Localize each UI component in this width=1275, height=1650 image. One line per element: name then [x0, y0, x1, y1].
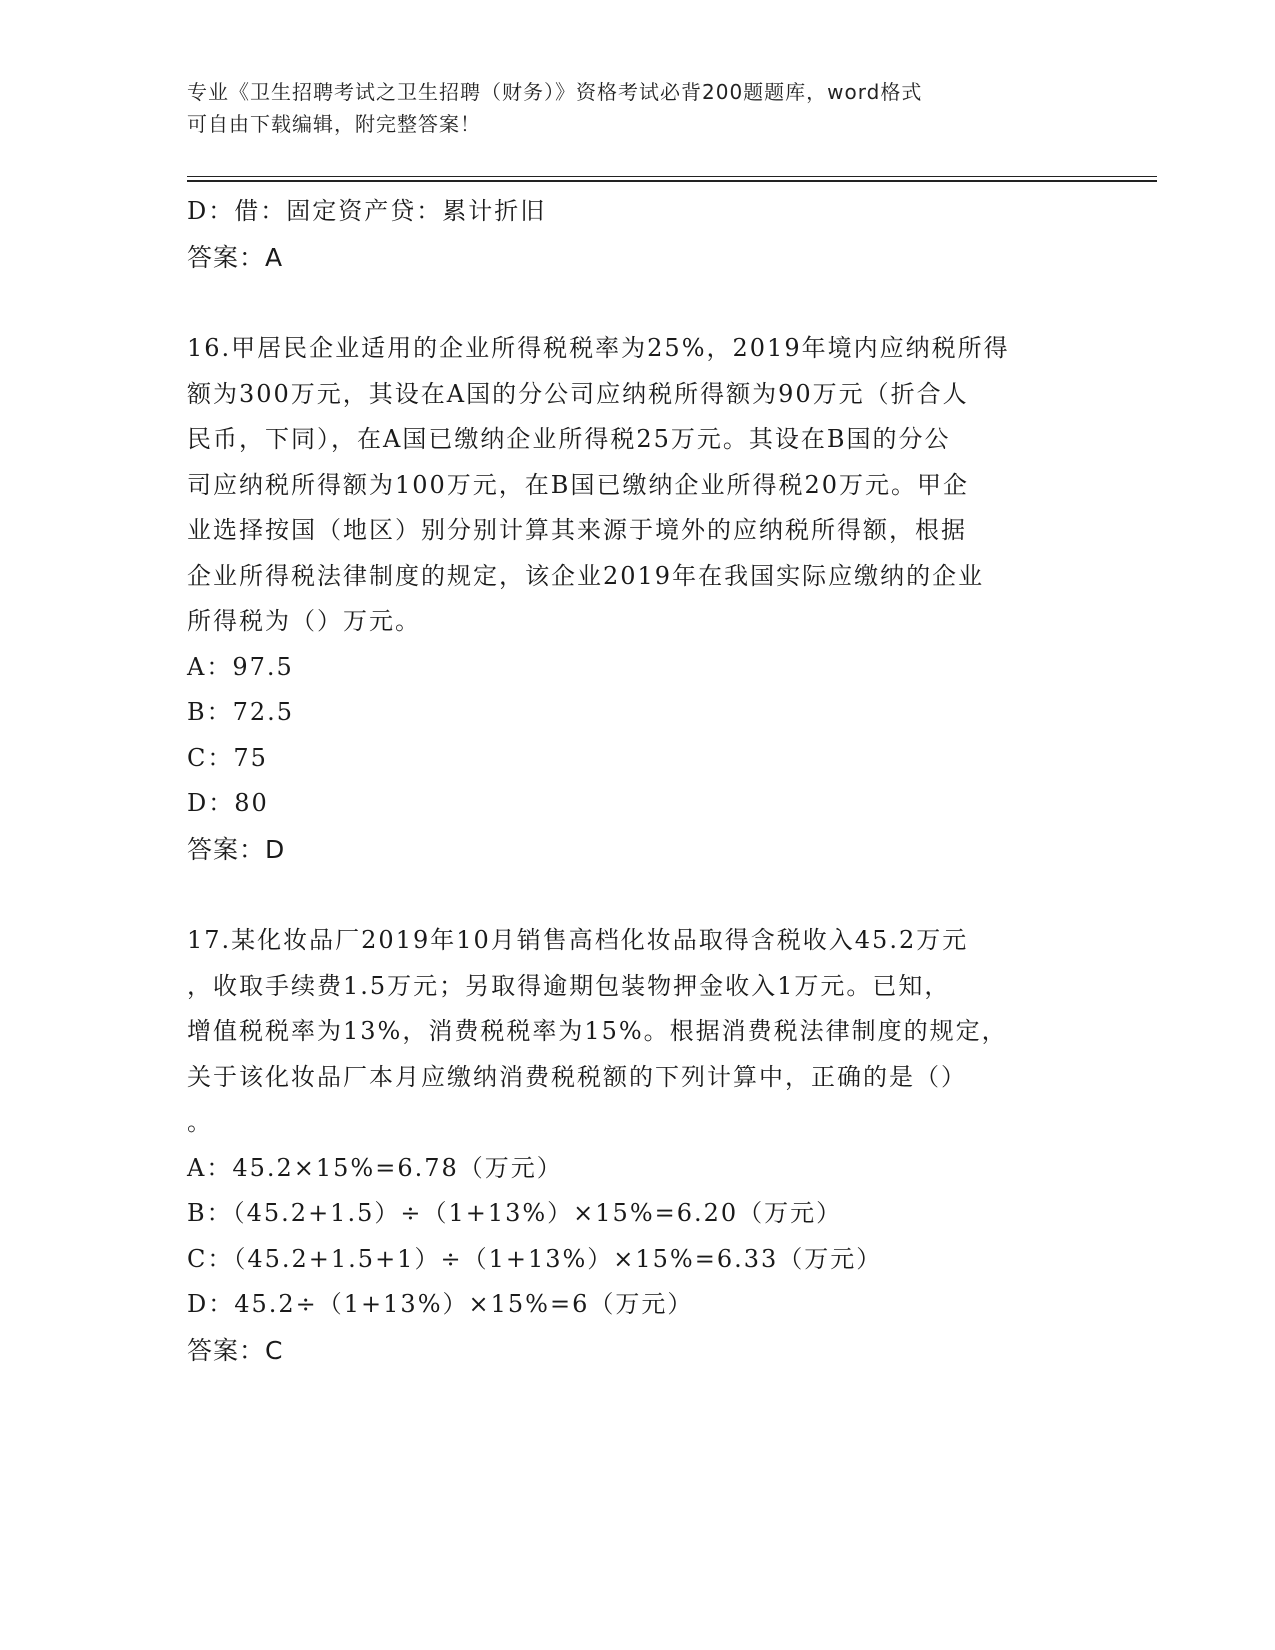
option-b: B：72.5 [187, 698, 295, 726]
question-stem-line: 业选择按国（地区）别分别计算其来源于境外的应纳税所得额，根据 [187, 516, 967, 544]
question-stem-line: 关于该化妆品厂本月应缴纳消费税税额的下列计算中，正确的是（） [187, 1062, 967, 1091]
option-d: D：45.2÷（1+13%）×15%=6（万元） [187, 1290, 694, 1318]
question-stem-line: 16.甲居民企业适用的企业所得税税率为25%，2019年境内应纳税所得 [187, 334, 1010, 362]
option-c: C：75 [187, 743, 268, 772]
question-spacer [187, 872, 1087, 918]
option-a: A：45.2×15%=6.78（万元） [187, 1153, 563, 1182]
question-stem-line: 企业所得税法律制度的规定，该企业2019年在我国实际应缴纳的企业 [187, 561, 985, 590]
answer-line: 答案：C [187, 1335, 284, 1365]
question-stem-line: 17.某化妆品厂2019年10月销售高档化妆品取得含税收入45.2万元 [187, 926, 969, 954]
question-17 [187, 918, 1087, 1373]
option-b: B：（45.2+1.5）÷（1+13%）×15%=6.20（万元） [187, 1199, 843, 1227]
option-d: D：80 [187, 789, 269, 817]
answer-line: 答案：D [187, 834, 286, 864]
option-d: D：借：固定资产贷：累计折旧 [187, 197, 547, 225]
question-spacer [187, 280, 1087, 326]
question-stem-line: ，收取手续费1.5万元；另取得逾期包装物押金收入1万元。已知， [187, 971, 951, 1000]
header-divider-thick [187, 180, 1157, 182]
option-c: C：（45.2+1.5+1）÷（1+13%）×15%=6.33（万元） [187, 1244, 883, 1273]
header-title-line-1: 专业《卫生招聘考试之卫生招聘（财务）》资格考试必背200题题库，word格式 [187, 80, 923, 104]
document-header [187, 76, 1067, 140]
question-stem-line: 民币，下同），在A国已缴纳企业所得税25万元。其设在B国的分公 [187, 425, 951, 453]
prev-question-block [187, 189, 1087, 280]
header-title-line-2: 可自由下载编辑，附完整答案！ [187, 112, 481, 136]
option-a: A：97.5 [187, 652, 294, 681]
question-stem-line: 额为300万元，其设在A国的分公司应纳税所得额为90万元（折合人 [187, 379, 969, 408]
question-stem-line: 。 [187, 1108, 213, 1136]
question-stem-line: 所得税为（）万元。 [187, 607, 421, 635]
document-body [187, 189, 1087, 1373]
question-stem-line: 司应纳税所得额为100万元，在B国已缴纳企业所得税20万元。甲企 [187, 470, 969, 499]
question-16 [187, 326, 1087, 872]
answer-line: 答案：A [187, 242, 284, 272]
header-divider-thin [187, 176, 1157, 177]
question-stem-line: 增值税税率为13%，消费税税率为15%。根据消费税法律制度的规定， [187, 1017, 1008, 1045]
